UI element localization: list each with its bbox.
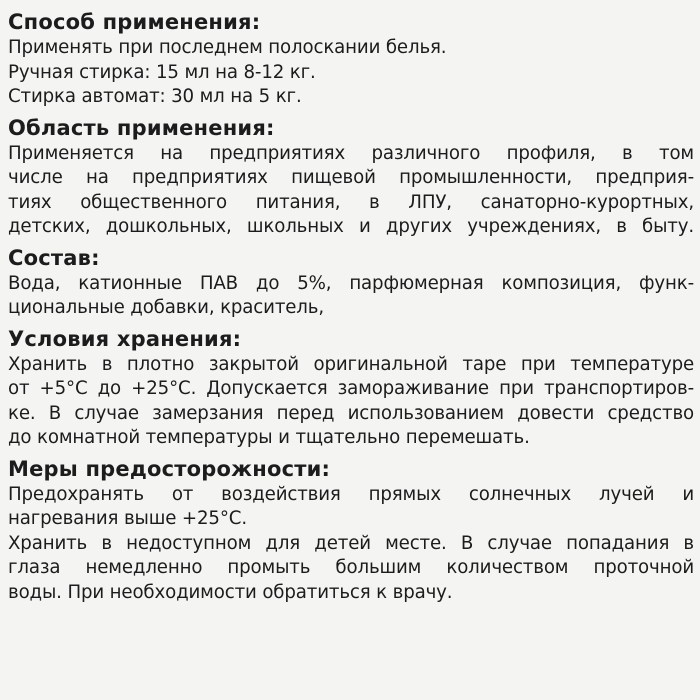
section-title: Область применения: xyxy=(8,115,275,140)
text-line: циональные добавки, краситель, xyxy=(8,297,324,318)
instruction-document xyxy=(8,8,694,605)
text-line: Предохранять от воздействия прямых солнечных лучей и xyxy=(8,483,694,505)
text-line: ке. В случае замерзания перед использованием довести средство xyxy=(8,402,694,424)
section-composition xyxy=(8,244,694,321)
text-line: нагревания выше +25°С. xyxy=(8,508,247,529)
section-application-area xyxy=(8,114,694,240)
text-line: Применяется на предприятиях различного профиля, в том xyxy=(8,142,694,164)
text-line: числе на предприятиях пищевой промышленности, предприя- xyxy=(8,167,694,188)
text-line: до комнатной температуры и тщательно перемешать. xyxy=(8,427,530,448)
text-line: от +5°С до +25°С. Допускается замораживание при транспортиров- xyxy=(8,378,694,399)
text-line: воды. При необходимости обратиться к врачу. xyxy=(8,581,453,603)
text-line: Вода, катионные ПАВ до 5%, парфюмерная композиция, функ- xyxy=(8,272,694,294)
text-line: Применять при последнем полоскании белья. xyxy=(8,37,447,58)
text-line: тиях общественного питания, в ЛПУ, санаторно-курортных, xyxy=(8,191,694,213)
text-line: Хранить в плотно закрытой оригинальной таре при температуре xyxy=(8,353,694,375)
section-storage-conditions xyxy=(8,325,694,451)
text-line: глаза немедленно промыть большим количеством проточной xyxy=(8,557,694,578)
section-precautions xyxy=(8,455,694,606)
text-line: Хранить в недоступном для детей месте. В случае попадания в xyxy=(8,532,694,554)
section-title: Меры предосторожности: xyxy=(8,456,331,481)
text-line: Ручная стирка: 15 мл на 8-12 кг. xyxy=(8,61,316,83)
section-title: Условия хранения: xyxy=(8,326,242,351)
text-line: Стирка автомат: 30 мл на 5 кг. xyxy=(8,86,302,107)
section-usage xyxy=(8,8,694,110)
section-title: Состав: xyxy=(8,245,100,270)
text-line: детских, дошкольных, школьных и других учреждениях, в быту. xyxy=(8,216,694,237)
section-title: Способ применения: xyxy=(8,10,261,34)
